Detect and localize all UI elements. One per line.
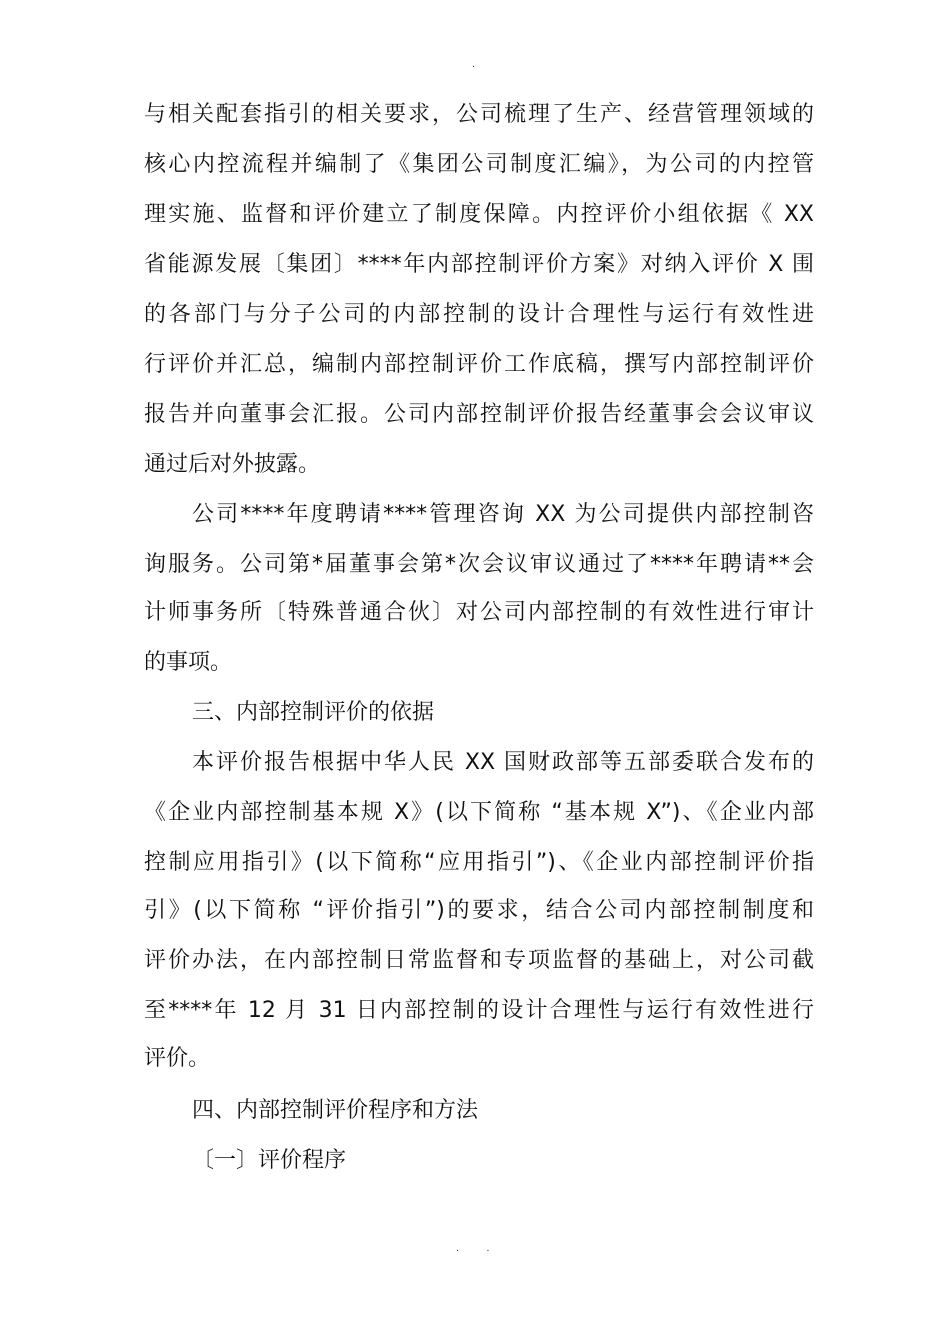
paragraph3-line: 本评价报告根据中华人民 XX 国财政部等五部委联合发布的 [192, 750, 814, 775]
paragraph1-line: 的各部门与分子公司的内部控制的设计合理性与运行有效性进 [144, 302, 814, 327]
paragraph2-line: 计师事务所〔特殊普通合伙〕对公司内部控制的有效性进行审计 [144, 600, 814, 625]
paragraph2-line: 公司****年度聘请****管理咨询 XX 为公司提供内部控制咨 [192, 502, 814, 527]
paragraph1-line: 省能源发展〔集团〕****年内部控制评价方案》对纳入评价 X 围 [144, 252, 814, 277]
paragraph3-line: 引》(以下简称 “评价指引”)的要求，结合公司内部控制制度和 [144, 898, 814, 923]
section-heading-3: 三、内部控制评价的依据 [192, 700, 435, 725]
header-mark: . [472, 59, 476, 70]
paragraph3-line: 评价办法，在内部控制日常监督和专项监督的基础上，对公司截 [144, 948, 814, 973]
subsection-heading-1: 〔一〕评价程序 [192, 1148, 347, 1173]
paragraph1-line: 行评价并汇总，编制内部控制评价工作底稿，撰写内部控制评价 [144, 352, 814, 377]
paragraph2-line: 询服务。公司第*届董事会第*次会议审议通过了****年聘请**会 [144, 552, 814, 577]
paragraph1-line: 与相关配套指引的相关要求，公司梳理了生产、经营管理领域的 [144, 102, 814, 127]
paragraph2-line: 的事项。 [144, 650, 233, 675]
paragraph1-line: 通过后对外披露。 [144, 452, 321, 477]
paragraph3-line: 《企业内部控制基本规 X》(以下简称 “基本规 X”)、《企业内部 [144, 800, 814, 825]
paragraph3-line: 至****年 12 月 31 日内部控制的设计合理性与运行有效性进行 [144, 998, 814, 1023]
paragraph1-line: 理实施、监督和评价建立了制度保障。内控评价小组依据《 XX [144, 202, 814, 227]
paragraph1-line: 核心内控流程并编制了《集团公司制度汇编》，为公司的内控管 [144, 152, 814, 177]
paragraph1-line: 报告并向董事会汇报。公司内部控制评价报告经董事会会议审议 [144, 402, 814, 427]
footer-mark: . . [456, 1243, 502, 1254]
paragraph3-line: 控制应用指引》(以下简称“应用指引”)、《企业内部控制评价指 [144, 850, 814, 875]
section-heading-4: 四、内部控制评价程序和方法 [192, 1098, 479, 1123]
paragraph3-line: 评价。 [144, 1046, 211, 1071]
